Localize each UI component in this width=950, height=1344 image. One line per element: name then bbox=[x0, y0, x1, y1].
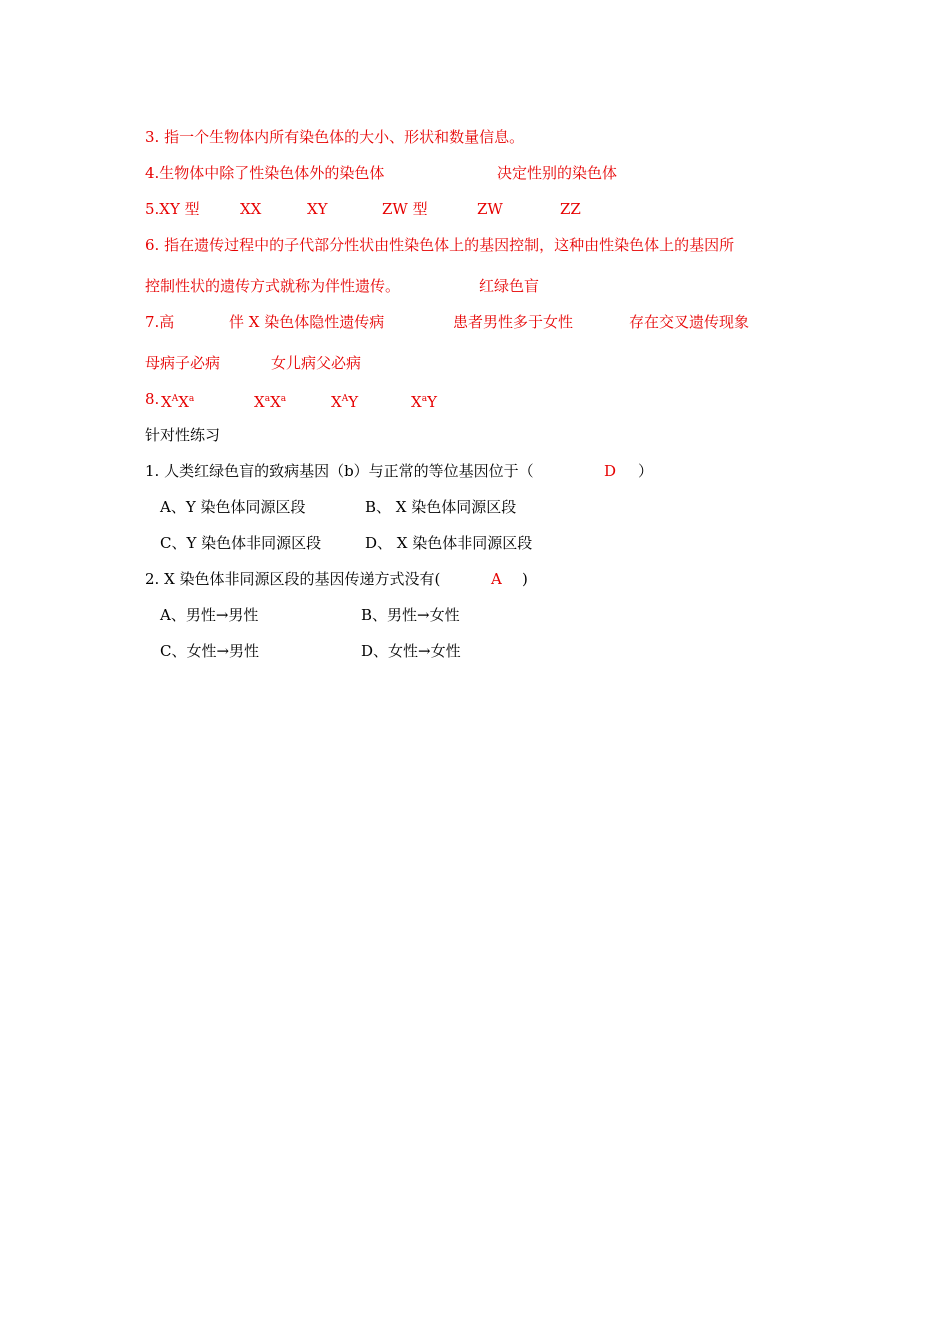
answer-5-part-2: XX bbox=[240, 200, 262, 218]
question-2-option-d: D、女性→女性 bbox=[361, 642, 461, 660]
answer-6-part-2: 红绿色盲 bbox=[479, 277, 540, 295]
question-2-stem: 2. X 染色体非同源区段的基因传递方式没有( bbox=[145, 570, 441, 588]
genotype-1: $X^AX^a$ bbox=[161, 393, 195, 411]
answer-5-part-6: ZZ bbox=[560, 200, 581, 218]
practice-heading: 针对性练习 bbox=[145, 426, 221, 444]
genotype-3: $X^AY$ bbox=[331, 393, 359, 411]
answer-6-line-1: 6. 指在遗传过程中的子代部分性状由性染色体上的基因控制，这种由性染色体上的基因所 bbox=[145, 236, 735, 254]
question-2-option-a: A、男性→男性 bbox=[160, 606, 259, 624]
answer-7-part-2: 伴 X 染色体隐性遗传病 bbox=[229, 313, 385, 331]
question-1-options-row-1 bbox=[160, 497, 760, 517]
question-1-options-row-2 bbox=[160, 533, 760, 553]
answer-5-part-5: ZW bbox=[477, 200, 503, 218]
answer-7-line-2 bbox=[145, 353, 845, 373]
question-2-options-row-2 bbox=[160, 641, 760, 661]
answer-5 bbox=[145, 199, 845, 219]
answer-3: 3. 指一个生物体内所有染色体的大小、形状和数量信息。 bbox=[145, 128, 525, 146]
genotype-4: $X^aY$ bbox=[411, 393, 437, 411]
answer-6-line-2 bbox=[145, 276, 845, 296]
question-1-option-a: A、Y 染色体同源区段 bbox=[160, 498, 306, 516]
question-1-option-d: D、 X 染色体非同源区段 bbox=[365, 534, 533, 552]
answer-4-part-2: 决定性别的染色体 bbox=[497, 164, 618, 182]
question-1-option-c: C、Y 染色体非同源区段 bbox=[160, 534, 322, 552]
question-2-option-b: B、男性→女性 bbox=[361, 606, 460, 624]
question-1-stem: 1. 人类红绿色盲的致病基因（b）与正常的等位基因位于（ bbox=[145, 462, 534, 480]
answer-6-part-1: 控制性状的遗传方式就称为伴性遗传。 bbox=[145, 277, 401, 295]
answer-5-part-4: ZW 型 bbox=[382, 200, 428, 218]
answer-5-part-1: 5.XY 型 bbox=[145, 200, 200, 218]
question-2-close: ) bbox=[522, 570, 528, 588]
answer-7-part-4: 存在交叉遗传现象 bbox=[629, 313, 750, 331]
answer-5-part-3: XY bbox=[307, 200, 328, 218]
answer-8 bbox=[145, 389, 845, 409]
answer-7-part-3: 患者男性多于女性 bbox=[453, 313, 574, 331]
question-1 bbox=[145, 461, 845, 481]
answer-4 bbox=[145, 163, 845, 183]
question-2 bbox=[145, 569, 845, 589]
answer-7-part-5: 母病子必病 bbox=[145, 354, 221, 372]
question-1-option-b: B、 X 染色体同源区段 bbox=[365, 498, 517, 516]
question-1-close: ） bbox=[638, 462, 654, 480]
question-1-answer: D bbox=[604, 462, 617, 480]
answer-4-part-1: 4.生物体中除了性染色体外的染色体 bbox=[145, 164, 385, 182]
answer-8-prefix: 8. bbox=[145, 390, 160, 408]
answer-7-line-1 bbox=[145, 312, 845, 332]
answer-7-part-6: 女儿病父必病 bbox=[271, 354, 362, 372]
question-2-options-row-1 bbox=[160, 605, 760, 625]
question-2-option-c: C、女性→男性 bbox=[160, 642, 260, 660]
genotype-2: $X^aX^a$ bbox=[254, 393, 287, 411]
question-2-answer: A bbox=[491, 570, 502, 588]
answer-7-part-1: 7.高 bbox=[145, 313, 175, 331]
